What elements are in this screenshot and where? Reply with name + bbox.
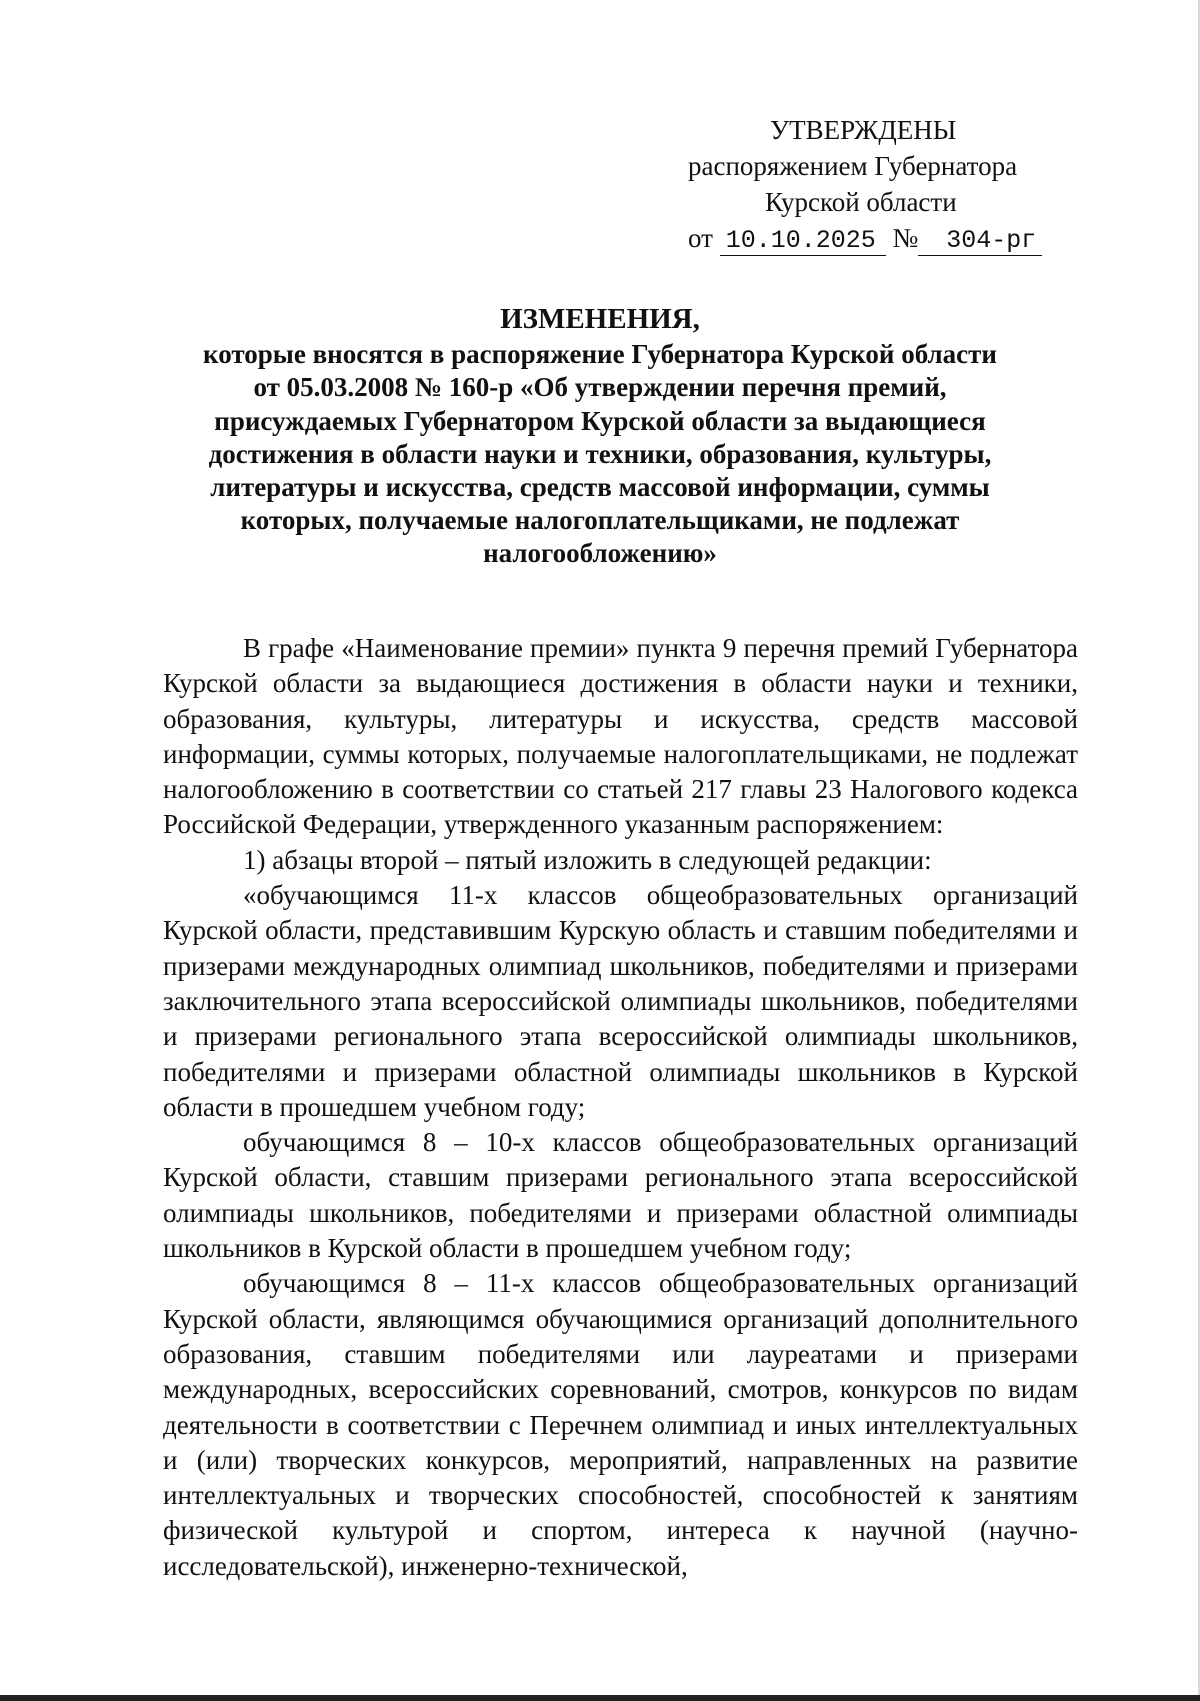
heading-subtitle-line: которых, получаемые налогоплательщиками, не подлежат xyxy=(240,505,960,536)
body-paragraph-item-1: 1) абзацы второй – пятый изложить в следующей редакции: xyxy=(243,844,932,875)
approval-number: 304-рг xyxy=(918,227,1042,256)
scan-bottom-edge xyxy=(0,1695,1200,1701)
heading-subtitle-line: от 05.03.2008 № 160-р «Об утверждении перечня премий, xyxy=(253,372,947,403)
approval-date-line xyxy=(680,220,1100,256)
heading-subtitle-line: литературы и искусства, средств массовой информации, суммы xyxy=(210,472,990,503)
heading-subtitle-line: налогообложению» xyxy=(483,538,717,569)
approval-block xyxy=(680,112,1100,256)
approval-date-prefix: от xyxy=(688,223,713,253)
approval-title: УТВЕРЖДЕНЫ xyxy=(770,115,957,145)
body-paragraph-8-10th-grade: обучающимся 8 – 10-х классов общеобразовательных организаций Курской области, ставшим призерами регионального этапа всероссийской олимпиады школьников, победителями и призерами областной олимпиады школьников в Курской области в прошедшем учебном году; xyxy=(163,1127,1078,1264)
heading-subtitle-line: которые вносятся в распоряжение Губернатора Курской области xyxy=(203,339,997,370)
heading-subtitle-line: достижения в области науки и техники, образования, культуры, xyxy=(208,438,992,469)
approval-number-sign: № xyxy=(892,223,919,253)
document-heading xyxy=(160,303,1040,571)
document-body xyxy=(163,631,1078,1584)
heading-title: ИЗМЕНЕНИЯ, xyxy=(500,303,700,335)
body-paragraph-8-11th-grade: обучающимся 8 – 11-х классов общеобразовательных организаций Курской области, являющимся обучающимися организаций дополнительного образования, ставшим победителями или лауреатами и призерами международных, всероссийских соревнований, смотров, конкурсов по видам деятельности в соответствии с Перечнем олимпиад и иных интеллектуальных и (или) творческих конкурсов, мероприятий, направленных на развитие интеллектуальных и творческих способностей, способностей к занятиям физической культурой и спортом, интереса к научной (научно-исследовательской), инженерно-технической, xyxy=(163,1268,1078,1581)
approval-date: 10.10.2025 xyxy=(720,227,886,256)
body-paragraph-intro: В графе «Наименование премии» пункта 9 перечня премий Губернатора Курской области за выдающиеся достижения в области науки и техники, образования, культуры, литературы и искусства, средств массовой информации, суммы которых, получаемые налогоплательщиками, не подлежат налогообложению в соответствии со статьей 217 главы 23 Налогового кодекса Российской Федерации, утвержденного указанным распоряжением: xyxy=(163,633,1078,840)
body-paragraph-11th-grade: «обучающимся 11-х классов общеобразовательных организаций Курской области, представившим Курскую область и ставшим победителями и призерами международных олимпиад школьников, победителями и призерами заключительного этапа всероссийской олимпиады школьников, победителями и призерами регионального этапа всероссийской олимпиады школьников, победителями и призерами областной олимпиады школьников в Курской области в прошедшем учебном году; xyxy=(163,880,1078,1122)
approval-authority: распоряжением Губернатора xyxy=(688,151,1018,181)
heading-subtitle-line: присуждаемых Губернатором Курской области за выдающиеся xyxy=(214,405,986,436)
approval-region: Курской области xyxy=(765,187,957,217)
